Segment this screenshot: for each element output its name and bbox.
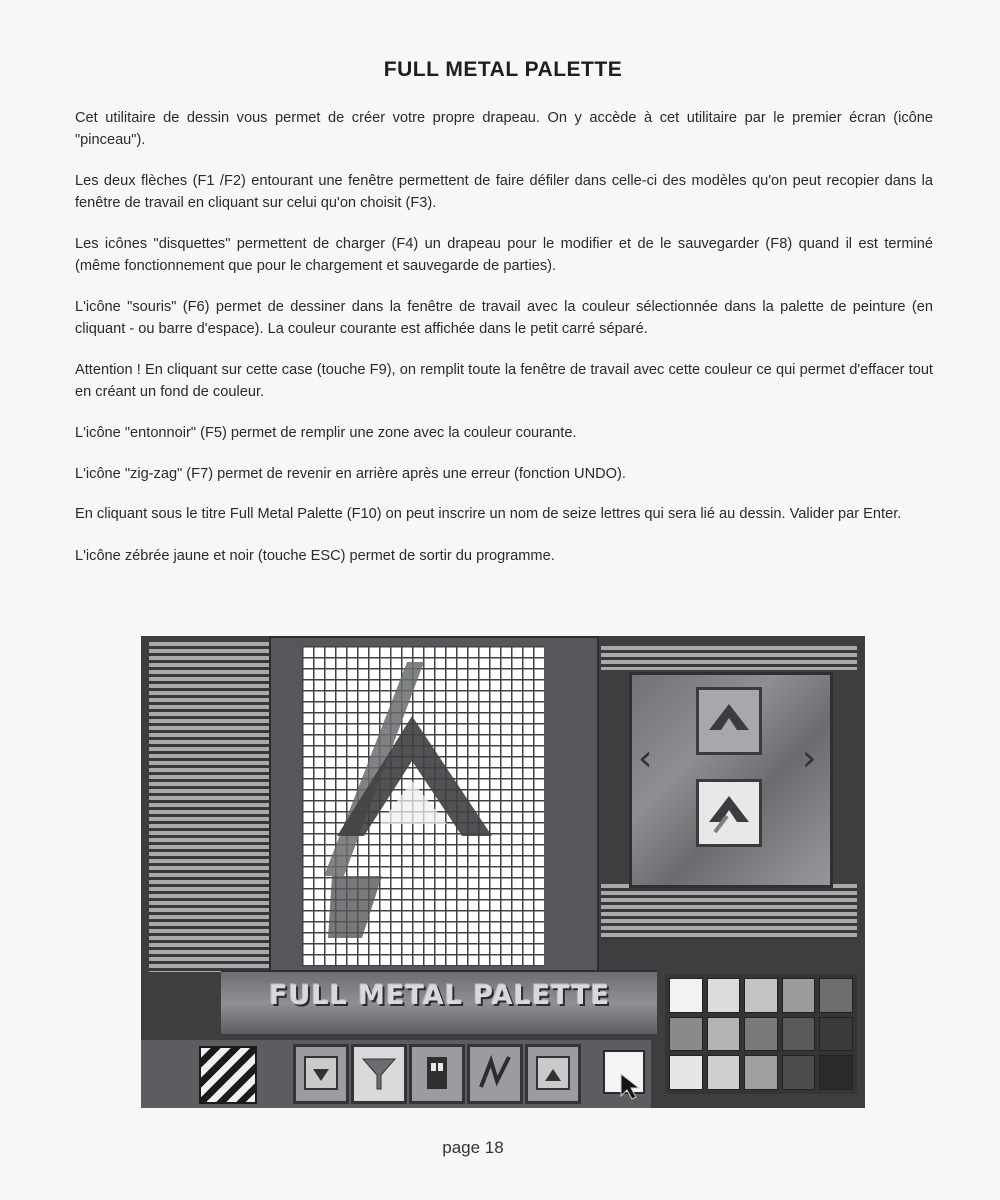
- model-flag-icon: [699, 690, 759, 752]
- zigzag-icon: [475, 1053, 515, 1093]
- color-palette: [665, 974, 857, 1094]
- mouse-button[interactable]: [409, 1044, 465, 1104]
- title-entry-bar[interactable]: [221, 970, 657, 1034]
- model-preview-top[interactable]: [696, 687, 762, 755]
- scroll-left-arrow[interactable]: ‹: [638, 738, 653, 779]
- palette-swatch[interactable]: [707, 978, 741, 1013]
- palette-swatch[interactable]: [744, 1017, 778, 1052]
- models-window: [629, 672, 833, 888]
- palette-swatch[interactable]: [707, 1017, 741, 1052]
- paragraph-escape: L'icône zébrée jaune et noir (touche ESC) permet de sortir du programme.: [75, 547, 555, 564]
- disk-load-button[interactable]: [293, 1044, 349, 1104]
- paragraph-title-entry: En cliquant sous le titre Full Metal Palette (F10) on peut inscrire un nom de seize lettres qui sera lié au dessin. Valider par Enter.: [75, 506, 902, 522]
- top-right-vent: [601, 646, 857, 670]
- palette-swatch[interactable]: [782, 1017, 816, 1052]
- undo-zigzag-button[interactable]: [467, 1044, 523, 1104]
- left-vent: [149, 642, 269, 972]
- funnel-button[interactable]: [351, 1044, 407, 1104]
- paragraph-intro: Cet utilitaire de dessin vous permet de créer votre propre drapeau. On y accède à cet utilitaire par le premier écran (icône "pinceau").: [75, 110, 933, 148]
- mouse-icon: [417, 1053, 457, 1093]
- exit-hazard-icon[interactable]: [199, 1046, 257, 1104]
- paragraph-mouse: L'icône "souris" (F6) permet de dessiner dans la fenêtre de travail avec la couleur sélectionnée dans la palette de peinture (en cliquant - ou barre d'espace). La couleur courante est affichée dans le petit carré séparé.: [75, 299, 933, 337]
- palette-swatch[interactable]: [744, 978, 778, 1013]
- funnel-icon: [359, 1053, 399, 1093]
- disk-save-icon: [533, 1053, 573, 1093]
- palette-swatch[interactable]: [669, 1017, 703, 1052]
- bottom-right-vent: [601, 884, 857, 940]
- disk-load-icon: [301, 1053, 341, 1093]
- disk-save-button[interactable]: [525, 1044, 581, 1104]
- palette-swatch[interactable]: [819, 978, 853, 1013]
- page-number: page 18: [442, 1138, 504, 1157]
- model-flag-icon: [699, 782, 759, 844]
- paragraph-disks: Les icônes "disquettes" permettent de charger (F4) un drapeau pour le modifier et de le sauvegarder (F8) quand il est terminé (même fonctionnement que pour le chargement et sauvegarde de parties).: [75, 236, 933, 274]
- paragraph-funnel: L'icône "entonnoir" (F5) permet de remplir une zone avec la couleur courante.: [75, 425, 577, 441]
- palette-swatch[interactable]: [819, 1055, 853, 1090]
- page-title: FULL METAL PALETTE: [383, 58, 623, 81]
- flag-drawing: [302, 646, 544, 966]
- scroll-right-arrow[interactable]: ›: [802, 738, 817, 779]
- body-text: [75, 108, 933, 587]
- palette-swatch[interactable]: [744, 1055, 778, 1090]
- palette-screenshot: [141, 636, 865, 1108]
- palette-swatch[interactable]: [669, 1055, 703, 1090]
- palette-swatch[interactable]: [707, 1055, 741, 1090]
- palette-swatch[interactable]: [782, 1055, 816, 1090]
- palette-swatch[interactable]: [669, 978, 703, 1013]
- paragraph-arrows: Les deux flèches (F1 /F2) entourant une fenêtre permettent de faire défiler dans celle-ci des modèles qu'on peut recopier dans la fenêtre de travail en cliquant sur celui qu'on choisit (F3).: [75, 173, 933, 211]
- palette-swatch[interactable]: [782, 978, 816, 1013]
- model-preview-selected[interactable]: [696, 779, 762, 847]
- mouse-pointer-icon: [619, 1072, 641, 1100]
- paragraph-zigzag: L'icône "zig-zag" (F7) permet de revenir en arrière après une erreur (fonction UNDO).: [75, 465, 626, 482]
- title-bar-text: FULL METAL PALETTE: [269, 980, 611, 1011]
- palette-swatch[interactable]: [819, 1017, 853, 1052]
- paragraph-attention: Attention ! En cliquant sur cette case (touche F9), on remplit toute la fenêtre de travail avec cette couleur ce qui permet d'effacer tout en créant un fond de couleur.: [75, 362, 933, 400]
